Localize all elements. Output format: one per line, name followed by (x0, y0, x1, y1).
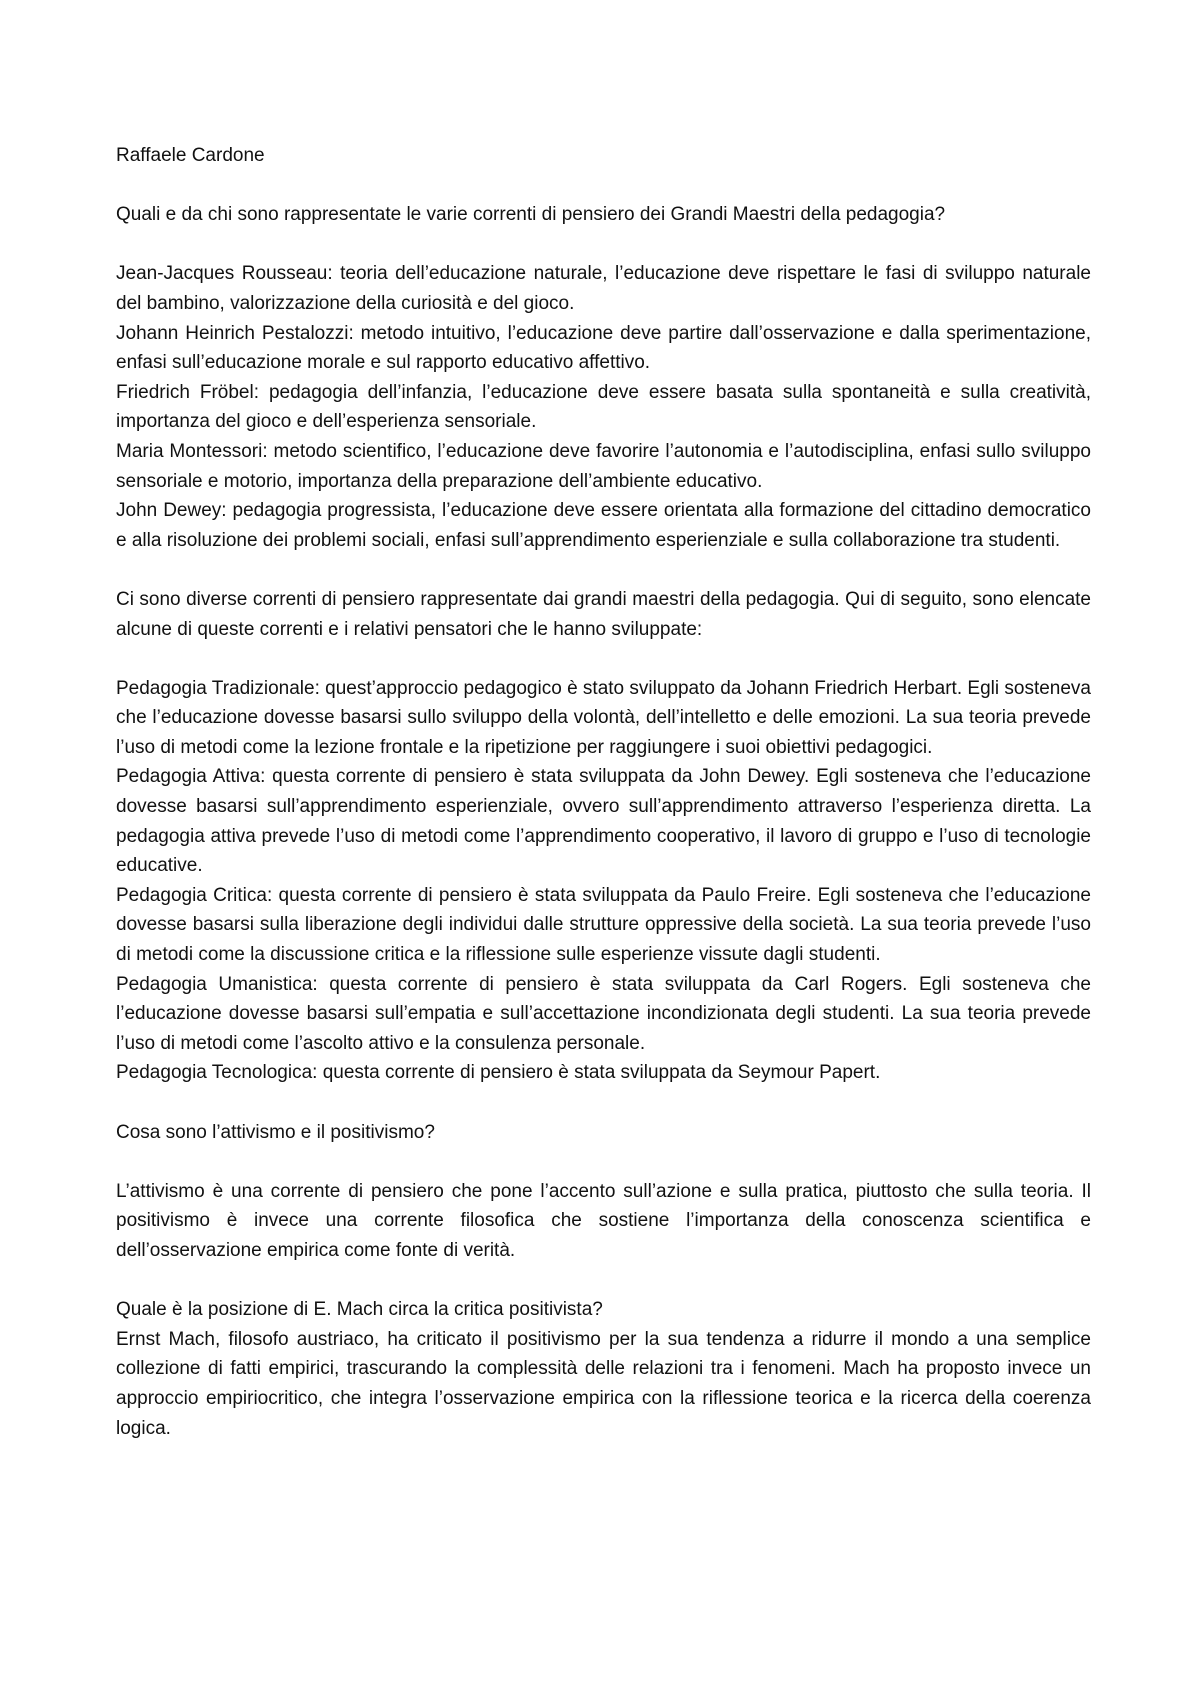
question-mach: Quale è la posizione di E. Mach circa la critica positivista? (116, 1299, 603, 1321)
paragraph-montessori: Maria Montessori: metodo scientifico, l’educazione deve favorire l’autonomia e l’autodisciplina, enfasi sullo sviluppo sensoriale e motorio, importanza della preparazione dell’ambiente educativo. (116, 440, 1091, 492)
paragraph-pedagogia-attiva: Pedagogia Attiva: questa corrente di pensiero è stata sviluppata da John Dewey. Egli sosteneva che l’educazione dovesse basarsi sull’apprendimento esperienziale, ovvero sull’apprendimento attraverso l’esperienza diretta. La pedagogia attiva prevede l’uso di metodi come l’apprendimento cooperativo, il lavoro di gruppo e l’uso di tecnologie educative. (116, 766, 1091, 877)
paragraph-pestalozzi: Johann Heinrich Pestalozzi: metodo intuitivo, l’educazione deve partire dall’osservazione e dalla sperimentazione, enfasi sull’educazione morale e sul rapporto educativo affettivo. (116, 322, 1091, 374)
question-attivismo-positivismo: Cosa sono l’attivismo e il positivismo? (116, 1121, 435, 1143)
author-name: Raffaele Cardone (116, 145, 265, 166)
paragraph-pedagogia-tecnologica: Pedagogia Tecnologica: questa corrente di pensiero è stata sviluppata da Seymour Papert. (116, 1062, 881, 1084)
paragraph-dewey: John Dewey: pedagogia progressista, l’educazione deve essere orientata alla formazione del cittadino democratico e alla risoluzione dei problemi sociali, enfasi sull’apprendimento esperienziale e sulla collaborazione tra studenti. (116, 500, 1091, 551)
paragraph-frobel: Friedrich Fröbel: pedagogia dell’infanzia, l’educazione deve essere basata sulla spontaneità e sulla creatività, importanza del gioco e dell’esperienza sensoriale. (116, 381, 1091, 433)
spacer (116, 230, 1091, 260)
spacer (116, 555, 1091, 585)
paragraph-pedagogia-umanistica: Pedagogia Umanistica: questa corrente di pensiero è stata sviluppata da Carl Rogers. Egli sosteneva che l’educazione dovesse basarsi sull’empatia e sull’accettazione incondizionata degli studenti. La sua teoria prevede l’uso di metodi come l’ascolto attivo e la consulenza personale. (116, 973, 1091, 1054)
spacer (116, 1088, 1091, 1118)
paragraph-rousseau: Jean-Jacques Rousseau: teoria dell’educazione naturale, l’educazione deve rispettare le fasi di sviluppo naturale del bambino, valorizzazione della curiosità e del gioco. (116, 263, 1091, 314)
paragraph-pedagogia-critica: Pedagogia Critica: questa corrente di pensiero è stata sviluppata da Paulo Freire. Egli sosteneva che l’educazione dovesse basarsi sulla liberazione degli individui dalle strutture oppressive della società. La sua teoria prevede l’uso di metodi come la discussione critica e la riflessione sulle esperienze vissute dagli studenti. (116, 884, 1091, 966)
spacer (116, 171, 1091, 201)
answer-mach: Ernst Mach, filosofo austriaco, ha criticato il positivismo per la sua tendenza a ridurre il mondo a una semplice collezione di fatti empirici, trascurando la complessità delle relazioni tra i fenomeni. Mach ha proposto invece un approccio empiriocritico, che integra l’osservazione empirica con la riflessione teorica e la ricerca della coerenza logica. (116, 1328, 1091, 1439)
paragraph-intro-correnti: Ci sono diverse correnti di pensiero rappresentate dai grandi maestri della pedagogia. Qui di seguito, sono elencate alcune di queste correnti e i relativi pensatori che le hanno sviluppate: (116, 588, 1091, 640)
document-page (116, 141, 1091, 1443)
answer-attivismo-positivismo: L’attivismo è una corrente di pensiero che pone l’accento sull’azione e sulla pratica, piuttosto che sulla teoria. Il positivismo è invece una corrente filosofica che sostiene l’importanza della conoscenza scientifica e dell’osservazione empirica come fonte di verità. (116, 1180, 1091, 1261)
question-correnti: Quali e da chi sono rappresentate le varie correnti di pensiero dei Grandi Maestri della pedagogia? (116, 204, 946, 226)
spacer (116, 1147, 1091, 1177)
spacer (116, 1266, 1091, 1296)
spacer (116, 644, 1091, 674)
paragraph-pedagogia-tradizionale: Pedagogia Tradizionale: quest’approccio pedagogico è stato sviluppato da Johann Friedrich Herbart. Egli sosteneva che l’educazione dovesse basarsi sullo sviluppo della volontà, dell’intelletto e delle emozioni. La sua teoria prevede l’uso di metodi come la lezione frontale e la ripetizione per raggiungere i suoi obiettivi pedagogici. (116, 677, 1091, 758)
